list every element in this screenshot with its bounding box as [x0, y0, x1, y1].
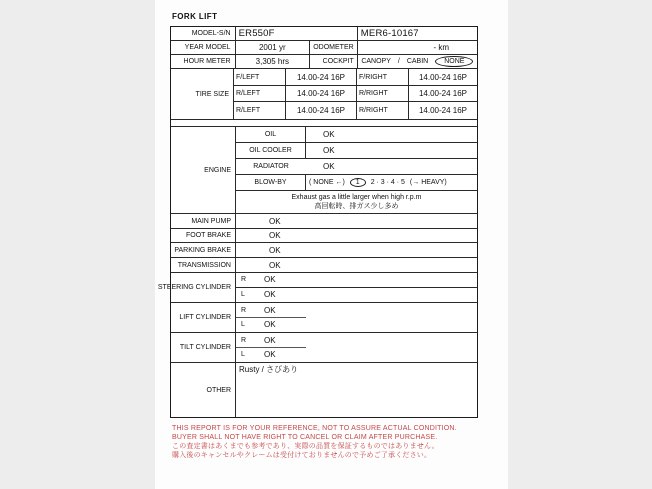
lift-cylinder-left-row: [236, 318, 477, 333]
year-label: YEAR MODEL: [171, 41, 236, 54]
steering-r-status: OK: [264, 275, 276, 285]
tire-row-front: [234, 69, 477, 86]
tilt-cylinder-block: [171, 333, 477, 363]
engine-rows: [236, 127, 477, 213]
section-separator: [171, 119, 477, 127]
engine-label: ENGINE: [171, 127, 236, 213]
disclaimer-text: [172, 424, 457, 460]
disclaimer-line-2: BUYER SHALL NOT HAVE RIGHT TO CANCEL OR CLAIM AFTER PURCHASE.: [172, 434, 438, 441]
page-title: FORK LIFT: [172, 12, 218, 21]
oil-status: OK: [323, 130, 335, 139]
hour-meter-value: 3,305 hrs: [236, 55, 311, 68]
tire-size-value: 14.00-24 16P: [286, 69, 357, 85]
tilt-cylinder-left-row: [236, 348, 477, 363]
engine-note: [236, 191, 477, 213]
blow-by-selected-circle: 1: [350, 178, 366, 187]
model-value: ER550F: [236, 27, 358, 40]
transmission-status: OK: [269, 260, 281, 270]
blow-by-scale-right: (→ HEAVY): [409, 179, 447, 186]
blow-by-label: BLOW-BY: [236, 175, 306, 190]
lift-cylinder-right-row: [236, 303, 477, 318]
steering-cylinder-label: STEERING CYLINDER: [171, 273, 236, 302]
cockpit-value: [358, 55, 477, 68]
cockpit-option-cabin: CABIN: [406, 58, 429, 65]
side-label-r: R: [241, 306, 247, 314]
tire-pos-label: R/LEFT: [234, 102, 286, 119]
tire-pos-label: F/RIGHT: [357, 69, 409, 85]
cockpit-label: COCKPIT: [310, 55, 358, 68]
foot-brake-row: [171, 229, 477, 243]
tire-size-value: 14.00-24 16P: [418, 72, 468, 82]
engine-oil-cooler-row: [236, 143, 477, 159]
tire-size-section: [171, 69, 477, 119]
steering-cylinder-block: [157, 273, 477, 303]
radiator-label: RADIATOR: [253, 163, 289, 170]
blow-by-scale-rest: 2 · 3 · 4 · 5: [370, 179, 405, 186]
tilt-l-status: OK: [264, 350, 276, 360]
lift-cylinder-label: LIFT CYLINDER: [171, 303, 236, 332]
oil-label: OIL: [236, 127, 306, 142]
engine-blow-by-row: [236, 175, 477, 191]
side-label-l: L: [241, 351, 245, 359]
steering-cylinder-left-row: [236, 288, 477, 302]
cockpit-option-separator: /: [397, 58, 400, 65]
tilt-cylinder-rows: [236, 333, 477, 362]
tire-size-value: 14.00-24 16P: [418, 106, 468, 115]
cockpit-option-canopy: CANOPY: [361, 58, 391, 65]
lift-r-status: OK: [264, 305, 276, 315]
hour-meter-label: HOUR METER: [171, 55, 236, 68]
model-row: [171, 27, 477, 41]
foot-brake-label: FOOT BRAKE: [171, 229, 236, 242]
parking-brake-status: OK: [269, 245, 281, 255]
tilt-r-status: OK: [264, 335, 276, 345]
oil-cooler-status: OK: [323, 146, 335, 155]
other-value: Rusty / さびあり: [239, 365, 299, 374]
tilt-cylinder-label: TILT CYLINDER: [171, 333, 236, 362]
tire-size-value: 14.00-24 16P: [286, 86, 357, 101]
year-row: [171, 41, 477, 55]
disclaimer-line-1: THIS REPORT IS FOR YOUR REFERENCE, NOT TO ASSURE ACTUAL CONDITION.: [172, 425, 457, 432]
odometer-value: - km: [433, 43, 449, 52]
lift-cylinder-block: [171, 303, 477, 333]
main-pump-row: [171, 214, 477, 229]
engine-note-en: Exhaust gas a little larger when high r.p.m: [291, 194, 422, 201]
main-pump-status: OK: [269, 216, 281, 226]
radiator-status: OK: [323, 162, 335, 171]
lift-cylinder-rows: [236, 303, 477, 332]
engine-section: [171, 127, 477, 213]
tire-size-value: 14.00-24 16P: [418, 89, 468, 98]
steering-l-status: OK: [264, 290, 276, 300]
disclaimer-line-3: この査定書はあくまでも参考であり、実際の品質を保証するものではありません。: [172, 443, 439, 450]
engine-radiator-row: [236, 159, 477, 175]
main-pump-label: MAIN PUMP: [171, 214, 236, 228]
side-label-l: L: [241, 321, 245, 329]
tire-size-value: 14.00-24 16P: [286, 102, 357, 119]
parking-brake-label: PARKING BRAKE: [171, 243, 236, 257]
blow-by-scale: [306, 175, 477, 190]
report-page: [155, 0, 508, 489]
side-label-l: L: [241, 291, 245, 299]
year-value: 2001 yr: [236, 41, 310, 54]
steering-cylinder-right-row: [236, 273, 477, 288]
tire-pos-label: R/RIGHT: [357, 86, 409, 101]
steering-cylinder-rows: [236, 273, 477, 302]
tilt-cylinder-right-row: [236, 333, 477, 348]
side-label-r: R: [241, 336, 247, 344]
tire-pos-label: R/RIGHT: [357, 102, 409, 119]
engine-note-ja: 高回転時、排ガス少し多め: [314, 203, 399, 210]
tire-size-rows: [234, 69, 477, 119]
tire-size-label: TIRE SIZE: [171, 69, 234, 119]
side-label-r: R: [241, 276, 247, 284]
tire-row-rear-1: [234, 86, 477, 102]
tire-pos-label: R/LEFT: [234, 86, 286, 101]
disclaimer-line-4: 購入後のキャンセルやクレームは受付けておりませんので予めご了承ください。: [172, 452, 432, 459]
transmission-label: TRANSMISSION: [171, 258, 236, 272]
serial-value: MER6-10167: [360, 28, 419, 39]
model-label: MODEL-S/N: [171, 27, 236, 40]
tire-pos-label: F/LEFT: [234, 69, 286, 85]
engine-note-row: [236, 191, 477, 213]
blow-by-scale-left: ( NONE ←): [309, 179, 345, 186]
tire-row-rear-2: [234, 102, 477, 119]
foot-brake-status: OK: [269, 231, 281, 240]
inspection-table: [157, 26, 478, 418]
cockpit-selected-circle: NONE: [435, 56, 473, 67]
odometer-label: ODOMETER: [310, 41, 358, 54]
other-row: [171, 363, 477, 417]
other-label: OTHER: [171, 363, 236, 417]
hour-row: [171, 55, 477, 69]
parking-brake-row: [171, 243, 477, 258]
transmission-row: [171, 258, 477, 273]
oil-cooler-label: OIL COOLER: [236, 143, 306, 158]
lift-l-status: OK: [264, 320, 276, 330]
engine-oil-row: [236, 127, 477, 143]
